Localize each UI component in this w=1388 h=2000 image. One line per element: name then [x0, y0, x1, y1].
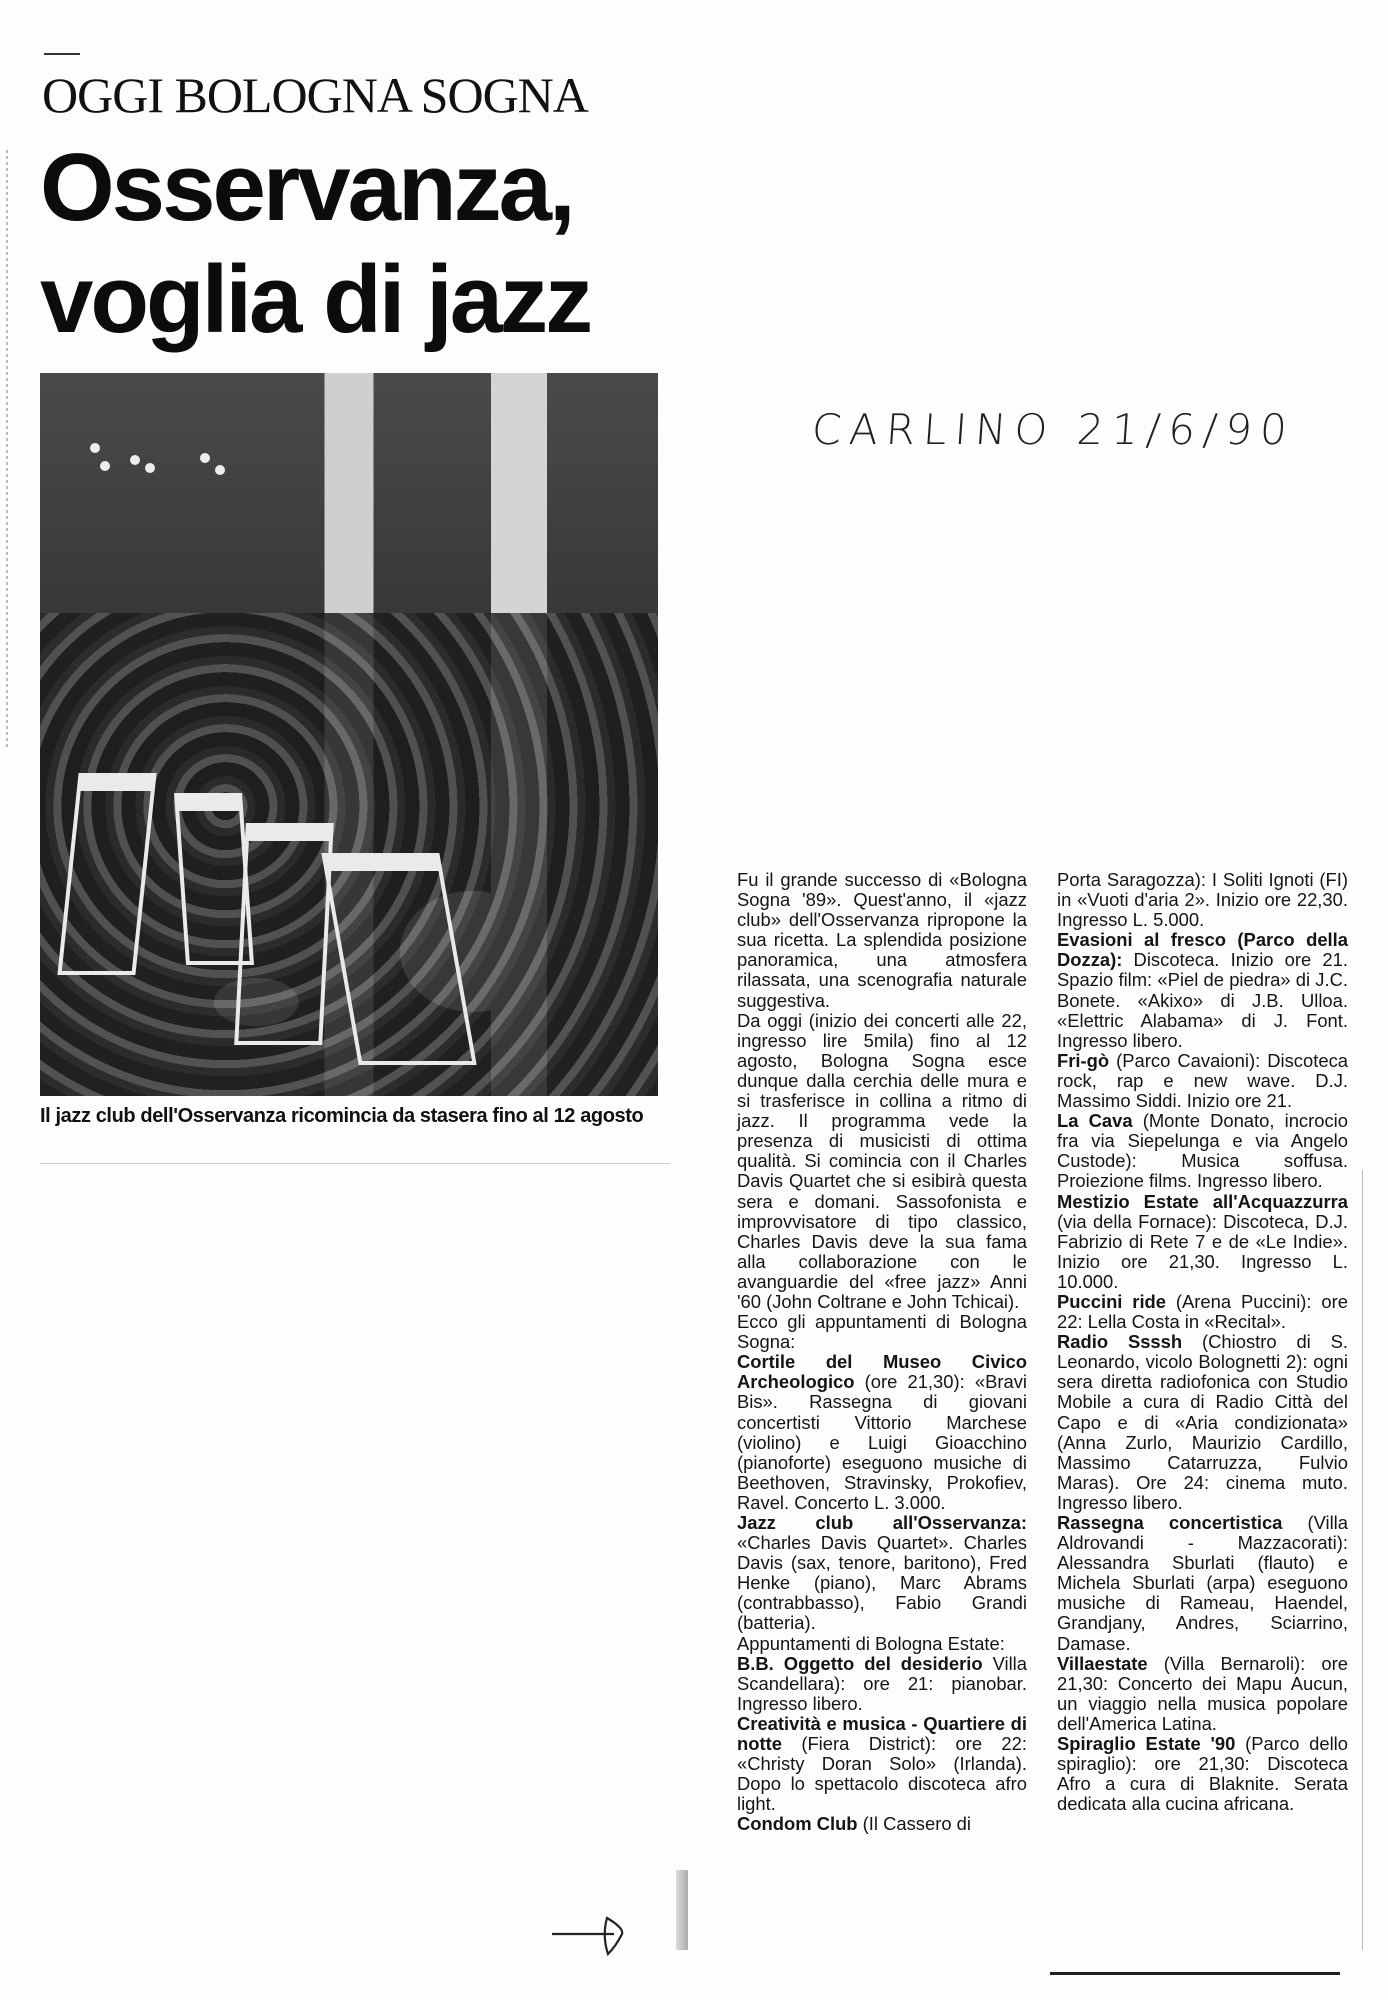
kicker: OGGI BOLOGNA SOGNA	[42, 67, 588, 123]
event-listing: Fri-gò (Parco Cavaioni): Discoteca rock, rap e new wave. D.J. Massimo Siddi. Inizio ore 21.	[1057, 1049, 1348, 1112]
event-listing: Radio Ssssh (Chiostro di S. Leonardo, vicolo Bolognetti 2): ogni sera diretta radiofonica con Studio Mobile a cura di Radio Città del Capo e di «Aria condizionata» (Anna Zurlo, Maurizio Cardillo, Massimo Catarruzza, Fulvio Maras). Ore 24: cinema muto. Ingresso libero.	[1057, 1331, 1349, 1513]
event-listing: B.B. Oggetto del desiderio Villa Scandellara): ore 21: pianobar. Ingresso libero.	[737, 1652, 1027, 1714]
paragraph: Da oggi (inizio dei concerti alle 22, ingresso lire 5mila) fino al 12 agosto, Bologna Sogna esce dunque dalla cerchia delle mura e si trasferisce in collina a ritmo di jazz. Il programma vede la presenza di musicisti di ottima qualità. Si comincia con il Charles Davis Quartet che si esibirà questa sera e domani. Sassofonista e improvvisatore di tipo classico, Charles Davis deve la sua fama alla collaborazione con le avanguardie del «free jazz» Anni '60 (John Coltrane e John Tchicai).	[737, 1009, 1027, 1312]
stage-lights	[90, 443, 240, 483]
event-listing: Spiraglio Estate '90 (Parco dello spiraglio): ore 21,30: Discoteca Afro a cura di Blaknite. Serata dedicata alla cucina africana.	[1057, 1733, 1348, 1815]
event-listing: Porta Saragozza): I Soliti Ignoti (FI) in «Vuoti d'aria 2». Inizio ore 22,30. Ingresso L. 5.000.	[1057, 869, 1348, 931]
paragraph: Ecco gli appuntamenti di Bologna Sogna:	[737, 1311, 1027, 1353]
paragraph: Fu il grande successo di «Bologna Sogna '89». Quest'anno, il «jazz club» dell'Osservanza ripropone la sua ricetta. La splendida posizione panoramica, una atmosfera rilassata, una scenografia naturale suggestiva.	[737, 869, 1027, 1011]
headline-line-2: voglia di jazz	[40, 246, 591, 353]
fold-shadow	[676, 1870, 688, 1950]
article-photo	[40, 373, 658, 1096]
event-listing: Cortile del Museo Civico Archeologico (ore 21,30): «Bravi Bis». Rassegna di giovani concertisti Vittorio Marchese (violino) e Luigi Gioacchino (pianoforte) eseguono musiche di Beethoven, Stravinsky, Prokofiev, Ravel. Concerto L. 3.000.	[737, 1351, 1027, 1513]
bottom-rule	[1050, 1972, 1340, 1975]
chair	[234, 823, 334, 1045]
event-listing: Jazz club all'Osservanza: «Charles Davis Quartet». Charles Davis (sax, tenore, baritono), Fred Henke (piano), Marc Abrams (contrabbasso), Fabio Grandi (batteria).	[737, 1512, 1027, 1634]
article-column-1	[737, 870, 1027, 1835]
event-listing: Evasioni al fresco (Parco della Dozza): Discoteca. Inizio ore 21. Spazio film: «Piel de piedra» di J.C. Bonete. «Akixo» di J.B. Ulloa. «Elettric Alabama» di J. Font. Ingresso libero.	[1057, 929, 1348, 1051]
article-column-2	[1057, 870, 1348, 1814]
headline	[40, 132, 590, 356]
event-listing: La Cava (Monte Donato, incrocio fra via Siepelunga e via Angelo Custode): Musica soffusa. Proiezione films. Ingresso libero.	[1057, 1110, 1348, 1192]
scan-edge-mark	[6, 150, 8, 750]
event-listing: Rassegna concertistica (Villa Aldrovandi - Mazzacorati): Alessandra Sburlati (flauto) e Michela Sburlati (arpa) eseguono musiche di Rameau, Haendel, Grandjany, Andres, Sciarrino, Damase.	[1057, 1512, 1348, 1654]
headline-line-1: Osservanza,	[40, 134, 573, 241]
top-rule	[44, 53, 80, 55]
arrow-annotation-icon	[552, 1912, 632, 1956]
clip-edge	[40, 1163, 670, 1164]
photo-caption: Il jazz club dell'Osservanza ricomincia da stasera fino al 12 agosto	[40, 1105, 644, 1127]
paragraph: Appuntamenti di Bologna Estate:	[737, 1632, 1005, 1654]
event-listing: Puccini ride (Arena Puccini): ore 22: Lella Costa in «Recital».	[1057, 1290, 1348, 1333]
event-listing: Condom Club (Il Cassero di	[737, 1813, 971, 1835]
event-listing: Creatività e musica - Quartiere di notte (Fiera District): ore 22: «Christy Doran Solo» (Irlanda). Dopo lo spettacolo discoteca afro light.	[737, 1712, 1027, 1815]
event-listing: Mestizio Estate all'Acquazzurra (via della Fornace): Discoteca, D.J. Fabrizio di Rete 7 e de «Le Indie». Inizio ore 21,30. Ingresso L. 10.000.	[1057, 1190, 1348, 1292]
handwritten-source-note: CARLINO 21/6/90	[810, 405, 1297, 454]
clip-edge-right	[1362, 1170, 1363, 1950]
event-listing: Villaestate (Villa Bernaroli): ore 21,30: Concerto dei Mapu Aucun, un viaggio nella musica popolare dell'America Latina.	[1057, 1652, 1348, 1734]
